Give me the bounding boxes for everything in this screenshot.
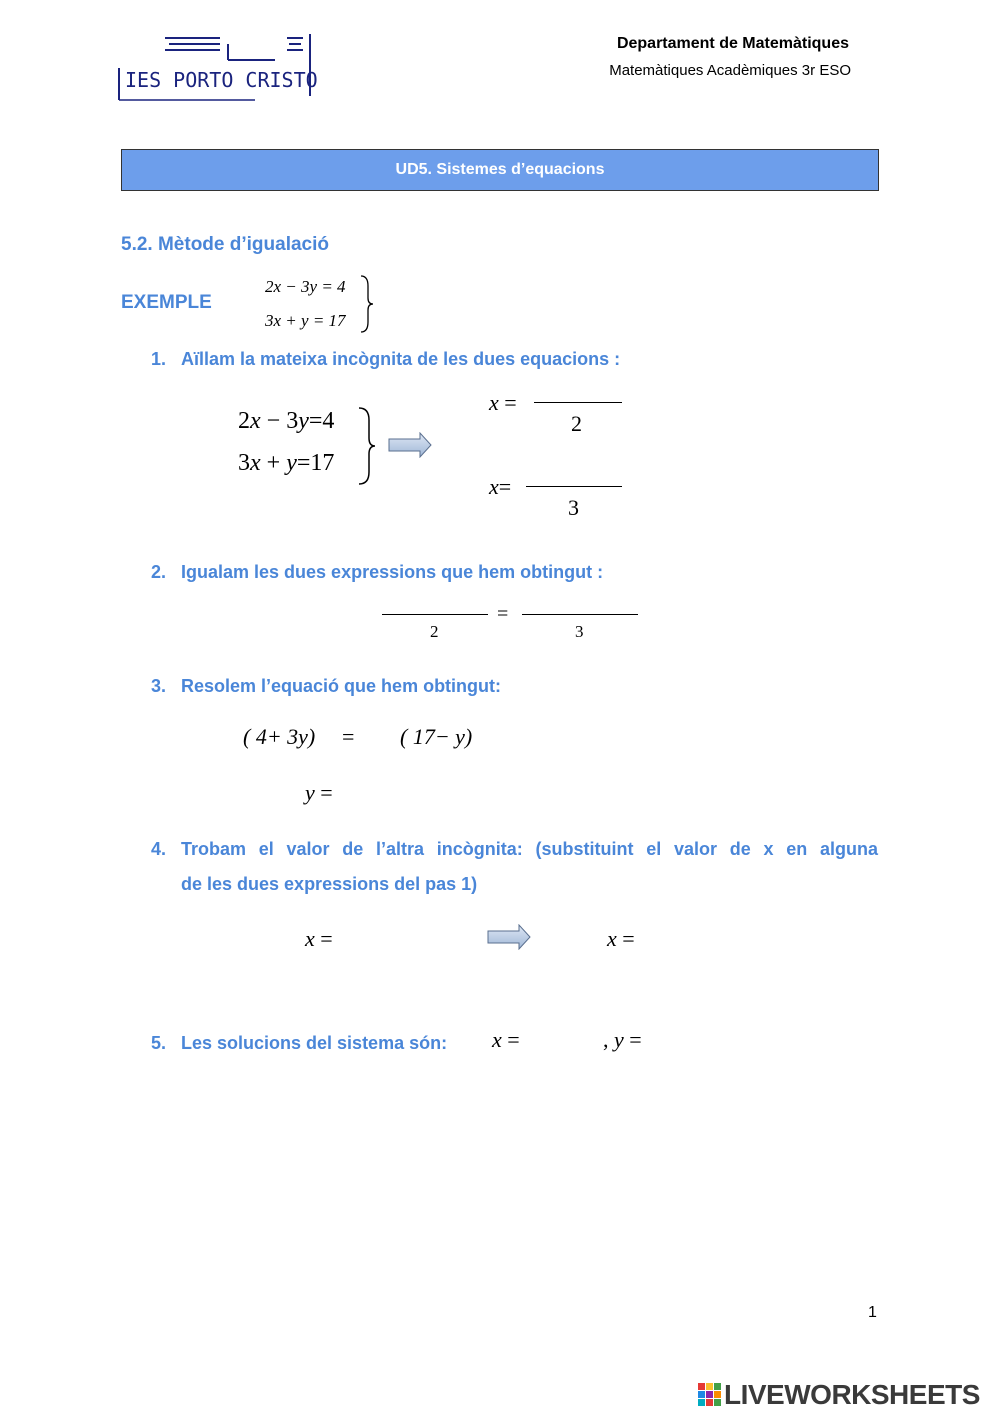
eq-sign: =	[622, 926, 635, 951]
eq-sign: =	[504, 390, 517, 415]
eq-sign: =	[629, 1027, 642, 1052]
var: y	[298, 408, 309, 434]
liveworksheets-watermark[interactable]	[698, 1378, 980, 1412]
liveworksheets-logo-icon	[698, 1383, 722, 1407]
op: −	[266, 408, 281, 434]
var: x	[250, 450, 261, 476]
step-1-text: Aïllam la mateixa incògnita de les dues equacions :	[181, 349, 621, 369]
step2-den2: 3	[575, 622, 584, 641]
op: +	[266, 450, 281, 476]
rhs: 17	[310, 450, 335, 476]
fraction-bar	[534, 402, 622, 403]
fraction-bar	[522, 614, 638, 615]
frac2-x	[489, 474, 511, 500]
right-arrow-icon	[487, 924, 531, 950]
eq-sign: =	[498, 474, 512, 499]
step-4-number: 4.	[151, 839, 167, 859]
frac2-denominator: 3	[568, 495, 579, 520]
step-4-text-cont: de les dues expressions del pas 1)	[181, 874, 478, 894]
eq-sign: =	[308, 408, 323, 434]
example-eq1: 2x − 3y = 4	[265, 277, 346, 296]
frac1-denominator: 2	[571, 411, 582, 436]
step-5-number: 5.	[151, 1033, 167, 1053]
step3-y	[305, 780, 333, 806]
step-4-text: Trobam el valor de l’altra incògnita: (substituint el valor de x en alguna	[181, 839, 878, 859]
step3-equals: =	[342, 724, 355, 749]
step-5-text: Les solucions del sistema són:	[181, 1033, 448, 1053]
step4-x-left	[305, 926, 333, 952]
var: y	[614, 1027, 624, 1052]
step-3-text: Resolem l’equació que hem obtingut:	[181, 676, 502, 696]
step1-eq2	[238, 450, 334, 477]
step3-right: ( 17− y)	[400, 724, 473, 749]
eq-sign: =	[320, 926, 333, 951]
course-subtitle: Matemàtiques Acadèmiques 3r ESO	[609, 62, 851, 79]
logo-text: IES PORTO CRISTO	[125, 68, 318, 92]
eq-sign: =	[320, 780, 333, 805]
var: x	[305, 926, 315, 951]
step4-x-right	[607, 926, 635, 952]
frac1-x	[489, 390, 517, 416]
fraction-bar	[382, 614, 488, 615]
coef: 3	[238, 450, 250, 476]
example-eq2: 3x + y = 17	[265, 311, 346, 330]
var: x	[489, 474, 499, 499]
unit-banner	[121, 149, 879, 191]
right-arrow-icon	[388, 432, 432, 458]
fraction-bar	[526, 486, 622, 487]
step-2-number: 2.	[151, 562, 167, 582]
step2-den1: 2	[430, 622, 439, 641]
step-1-number: 1.	[151, 349, 167, 369]
right-brace-icon	[358, 274, 374, 334]
coef: 3	[286, 408, 299, 434]
right-brace-icon	[356, 406, 376, 486]
step1-eq1	[238, 408, 334, 435]
var: x	[489, 390, 499, 415]
coef: 2	[238, 408, 250, 434]
step3-left: ( 4+ 3y)	[243, 724, 316, 749]
watermark-text: LIVEWORKSHEETS	[724, 1379, 980, 1410]
rhs: 4	[322, 408, 335, 434]
example-label: EXEMPLE	[121, 292, 212, 313]
section-title: 5.2. Mètode d’igualació	[121, 234, 329, 255]
var: x	[492, 1027, 502, 1052]
var: y	[286, 450, 297, 476]
eq-sign: =	[296, 450, 311, 476]
step-3-number: 3.	[151, 676, 167, 696]
school-logo	[115, 30, 318, 102]
var: x	[607, 926, 617, 951]
eq-sign: =	[507, 1027, 520, 1052]
unit-title: UD5. Sistemes d’equacions	[395, 161, 605, 178]
solution-y	[603, 1027, 642, 1053]
var: y	[305, 780, 315, 805]
step2-equals: =	[497, 603, 509, 625]
page-number: 1	[868, 1304, 877, 1321]
department-title: Departament de Matemàtiques	[616, 35, 849, 52]
var: x	[250, 408, 261, 434]
comma: ,	[603, 1027, 609, 1052]
step-2-text: Igualam les dues expressions que hem obtingut :	[181, 562, 604, 582]
solution-x	[492, 1027, 520, 1053]
